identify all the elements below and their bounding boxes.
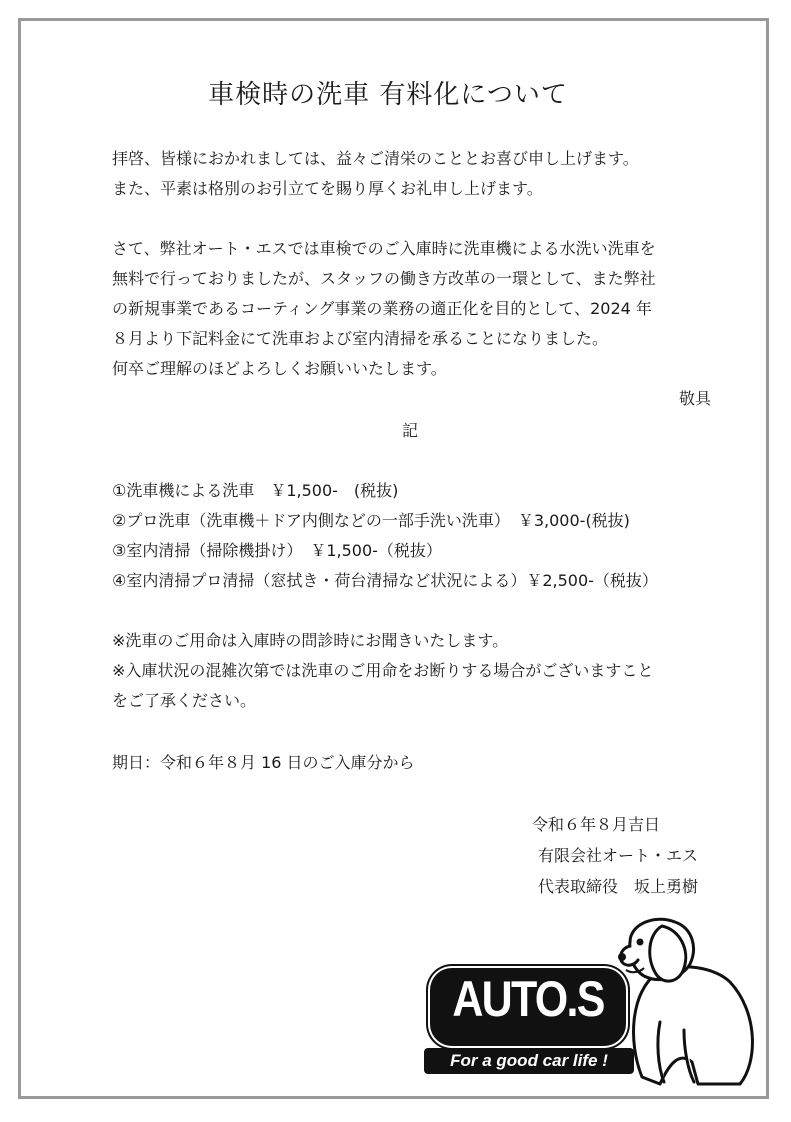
ki-heading: 記 [401,421,418,440]
body-line-1: さて、弊社オート・エスでは車検でのご入庫時に洗車機による水洗い洗車を [112,239,656,258]
price-item-2: ②プロ洗車（洗車機＋ドア内側などの一部手洗い洗車） ￥3,000-(税抜) [112,511,630,530]
dog-mascot-icon [600,912,760,1092]
price-item-1: ①洗車機による洗車 ￥1,500- (税抜) [112,481,399,500]
logo-tagline: For a good car life ! [424,1048,634,1074]
price-item-3: ③室内清掃（掃除機掛け） ￥1,500-（税抜） [112,541,442,560]
closing-keigu: 敬具 [678,389,711,408]
greeting-line-1: 拝啓、皆様におかれましては、益々ご清栄のこととお喜び申し上げます。 [112,149,639,168]
body-line-2: 無料で行っておりましたが、スタッフの働き方改革の一環として、また弊社 [112,269,656,288]
note-line-3: をご了承ください。 [112,691,257,710]
greeting-line-2: また、平素は格別のお引立てを賜り厚くお礼申し上げます。 [112,179,543,198]
company-name: 有限会社オート・エス [538,846,699,865]
body-line-5: 何卒ご理解のほどよろしくお願いいたします。 [112,359,447,378]
representative-name: 代表取締役 坂上勇樹 [538,877,699,896]
price-item-4: ④室内清掃プロ清掃（窓拭き・荷台清掃など状況による）￥2,500-（税抜） [112,571,658,590]
logo-wordmark: AUTO.S [452,971,604,1027]
note-line-1: ※洗車のご用命は入庫時の問診時にお聞きいたします。 [112,631,509,650]
body-line-4: ８月より下記料金にて洗車および室内清掃を承ることになりました。 [112,329,609,348]
note-line-2: ※入庫状況の混雑次第では洗車のご用命をお断りする場合がございますこと [112,661,654,680]
company-logo [430,968,626,1046]
body-line-3: の新規事業であるコーティング事業の業務の適正化を目的として、2024 年 [112,299,652,318]
document-title: 車検時の洗車 有料化について [208,80,568,110]
signature-date: 令和６年８月吉日 [532,815,661,834]
effective-date: 期日：令和６年８月 16 日のご入庫分から [112,753,415,772]
